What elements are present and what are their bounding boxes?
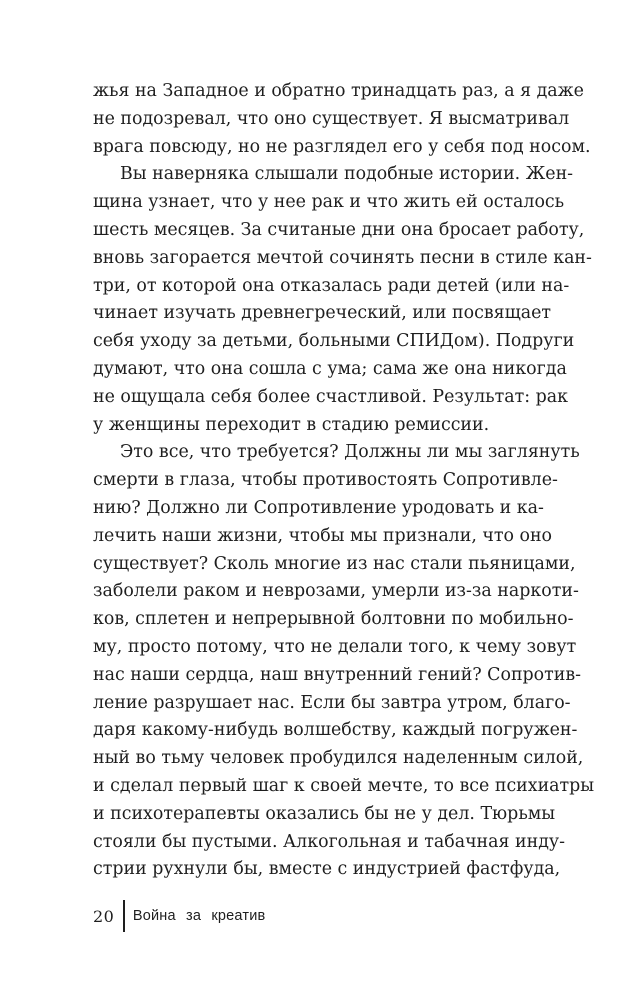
text-line: нас наши сердца, наш внутренний гений? Сопротив- <box>93 664 582 685</box>
text-line: му, просто потому, что не делали того, к чему зовут <box>93 636 577 657</box>
page-footer <box>93 900 265 932</box>
text-line: даря какому-нибудь волшебству, каждый погружен- <box>93 720 578 741</box>
text-line: стояли бы пустыми. Алкогольная и табачная инду- <box>93 831 566 852</box>
text-line: вновь загорается мечтой сочинять песни в стиле кан- <box>93 247 592 268</box>
text-line: себя уходу за детьми, больными СПИДом). Подруги <box>93 331 575 352</box>
text-line: ков, сплетен и непрерывной болтовни по мобильно- <box>93 609 574 630</box>
text-line: жья на Западное и обратно тринадцать раз, а я даже <box>93 81 584 101</box>
text-line: нию? Должно ли Сопротивление уродовать и ка- <box>93 497 544 518</box>
text-line: стрии рухнули бы, вместе с индустрией фастфуда, <box>93 859 561 880</box>
text-line: Это все, что требуется? Должны ли мы заглянуть <box>120 442 580 463</box>
text-line: не подозревал, что оно существует. Я высматривал <box>93 108 570 129</box>
text-line: и сделал первый шаг к своей мечте, то все психиатры <box>93 775 595 796</box>
text-line: лечить наши жизни, чтобы мы признали, что оно <box>93 525 553 546</box>
text-line: существует? Сколь многие из нас стали пьяницами, <box>93 553 576 574</box>
text-line: смерти в глаза, чтобы противостоять Сопротивле- <box>93 470 558 491</box>
text-line: заболели раком и неврозами, умерли из-за наркоти- <box>93 581 579 602</box>
page-number: 20 <box>93 906 115 926</box>
text-line: Вы наверняка слышали подобные истории. Жен- <box>120 164 574 185</box>
text-line: у женщины переходит в стадию ремиссии. <box>93 414 490 435</box>
running-title: Война за креатив <box>132 908 266 924</box>
text-line: врага повсюду, но не разглядел его у себя под носом. <box>93 136 591 157</box>
text-line: не ощущала себя более счастливой. Результат: рак <box>93 386 568 407</box>
body-text <box>93 78 595 884</box>
text-line: щина узнает, что у нее рак и что жить ей осталось <box>93 192 565 213</box>
footer-divider <box>123 900 125 932</box>
text-line: и психотерапевты оказались бы не у дел. Тюрьмы <box>93 803 556 824</box>
text-line: думают, что она сошла с ума; сама же она никогда <box>93 358 567 379</box>
text-line: ный во тьму человек пробудился наделенным силой, <box>93 748 584 769</box>
text-line: шесть месяцев. За считаные дни она бросает работу, <box>93 219 585 240</box>
text-line: ление разрушает нас. Если бы завтра утром, благо- <box>93 692 571 713</box>
text-line: чинает изучать древнегреческий, или посвящает <box>93 303 552 324</box>
text-line: три, от которой она отказалась ради детей (или на- <box>93 275 570 296</box>
